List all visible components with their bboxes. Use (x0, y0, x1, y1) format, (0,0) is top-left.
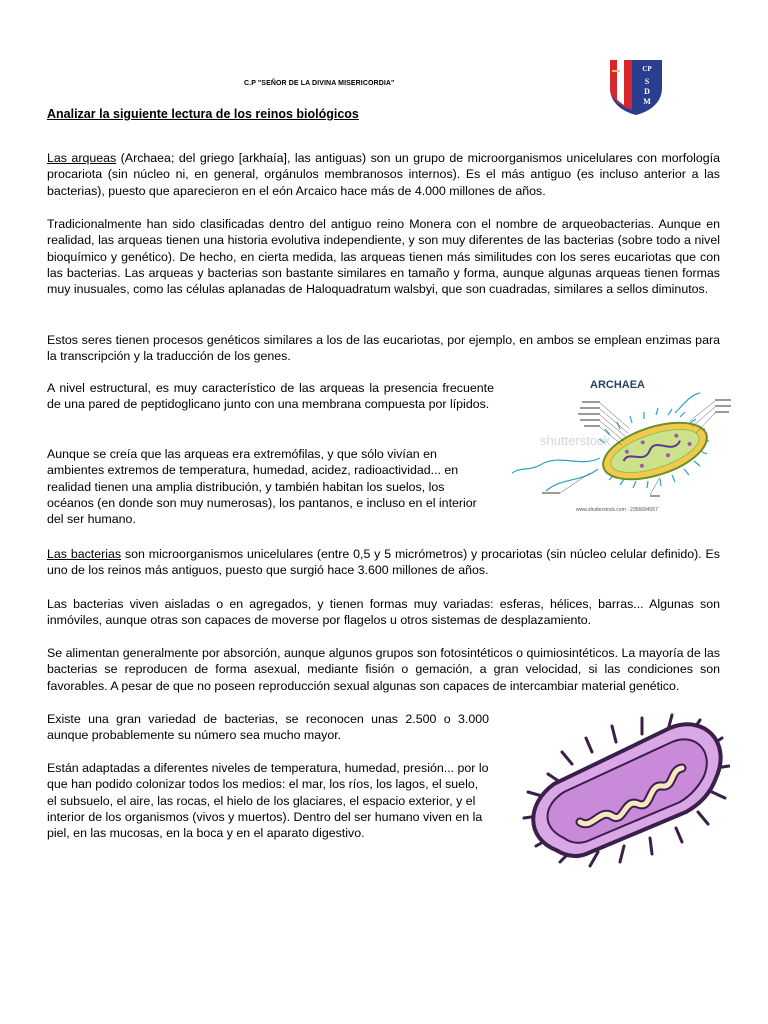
bacteria-paragraph-2: Las bacterias viven aisladas o en agregados, y tienen formas muy variadas: esferas, hélices, barras... Algunas son inmóviles, aunque otras son capaces de moverse por flagelos u otros sistemas de desplazamiento. (47, 597, 720, 628)
archaea-illustration (510, 373, 732, 515)
bacteria-paragraph-3: Se alimentan generalmente por absorción, aunque algunos grupos son fotosintéticos o quimiosintéticos. La mayoría de las bacterias se reproducen de forma asexual, mediante fisión o gemación, a gran velocidad, si las condiciones son favorables. A pesar de que no poseen reproducción sexual algunas son capaces de intercambiar material genético. (47, 646, 720, 693)
bacteria-illustration (520, 712, 730, 872)
bacteria-paragraph-5: Están adaptadas a diferentes niveles de temperatura, humedad, presión... por lo que han podido colonizar todos los medios: el mar, los ríos, los lagos, el suelo, el subsuelo, el aire, las rocas, el hielo de los glaciares, el espacio exterior, y el interior de los organismos (vivos y muertos). Dentro del ser humano viven en la piel, en las mucosas, en la boca y en el aparato digestivo. (47, 761, 489, 841)
page-title: Analizar la siguiente lectura de los reinos biológicos (47, 107, 359, 121)
archaea-paragraph-1-text: (Archaea; del griego [arkhaía], las antiguas) son un grupo de microorganismos unicelulares con morfología procariota (sin núcleo ni, en general, orgánulos membranosos internos). Es el más antiguo (es incluso anterior a las bacterias), puesto que aparecieron en el eón Arcaico hace más de 4.000 millones de años. (47, 151, 720, 198)
svg-text:D: D (644, 87, 650, 96)
school-name: C.P "SEÑOR DE LA DIVINA MISERICORDIA" (244, 80, 395, 87)
bacteria-paragraph-1 (47, 546, 720, 579)
archaea-figure-credit: www.shutterstock.com · 2356684057 (576, 507, 658, 513)
archaea-paragraph-3: Estos seres tienen procesos genéticos similares a los de las eucariotas, por ejemplo, en ambos se emplean enzimas para la transcripción y la traducción de los genes. (47, 333, 720, 364)
archaea-watermark: shutterstock (540, 433, 611, 448)
bacteria-term: Las bacterias (47, 547, 122, 561)
archaea-paragraph-5: Aunque se creía que las arqueas era extremófilas, y que sólo vivían en ambientes extremos de temperatura, humedad, acidez, radioactividad... en realidad tienen una amplia distribución, y también habitan los suelos, los océanos (en donde son muy numerosas), los pantanos, e incluso en el interior del ser humano. (47, 447, 477, 527)
svg-text:S: S (644, 77, 650, 86)
crest-shield-icon (608, 58, 664, 116)
bacteria-paragraph-4: Existe una gran variedad de bacterias, se reconocen unas 2.500 o 3.000 aunque probablemente su número sea mucho mayor. (47, 712, 489, 743)
archaea-term: Las arqueas (47, 151, 117, 165)
archaea-paragraph-1 (47, 150, 720, 199)
archaea-paragraph-4: A nivel estructural, es muy característico de las arqueas la presencia frecuente de una pared de peptidoglicano junto con una membrana compuesta por lípidos. (47, 381, 494, 412)
svg-text:CP: CP (642, 65, 652, 73)
svg-text:M: M (643, 97, 651, 106)
archaea-figure-title: ARCHAEA (590, 379, 645, 391)
school-crest-logo (608, 58, 664, 116)
bacteria-paragraph-1-text: son microorganismos unicelulares (entre 0,5 y 5 micrómetros) y procariotas (sin núcleo celular definido). Es uno de los reinos más antiguos, puesto que surgió hace 3.600 millones de años. (47, 547, 721, 578)
archaea-paragraph-2: Tradicionalmente han sido clasificadas dentro del antiguo reino Monera con el nombre de arqueobacterias. Aunque en realidad, las arqueas tienen una historia evolutiva independiente, y son muy diferentes de las bacterias (sobre todo a nivel bioquímico y genético). De hecho, en cierta medida, las arqueas tienen más similitudes con los seres eucariotas que con las bacterias. Las arqueas y bacterias son bastante similares en tamaño y forma, aunque algunas arqueas tienen formas muy inusuales, como las células aplanadas de Haloquadratum walsbyi, que son cuadradas, similares a sellos diminutos. (47, 217, 720, 297)
